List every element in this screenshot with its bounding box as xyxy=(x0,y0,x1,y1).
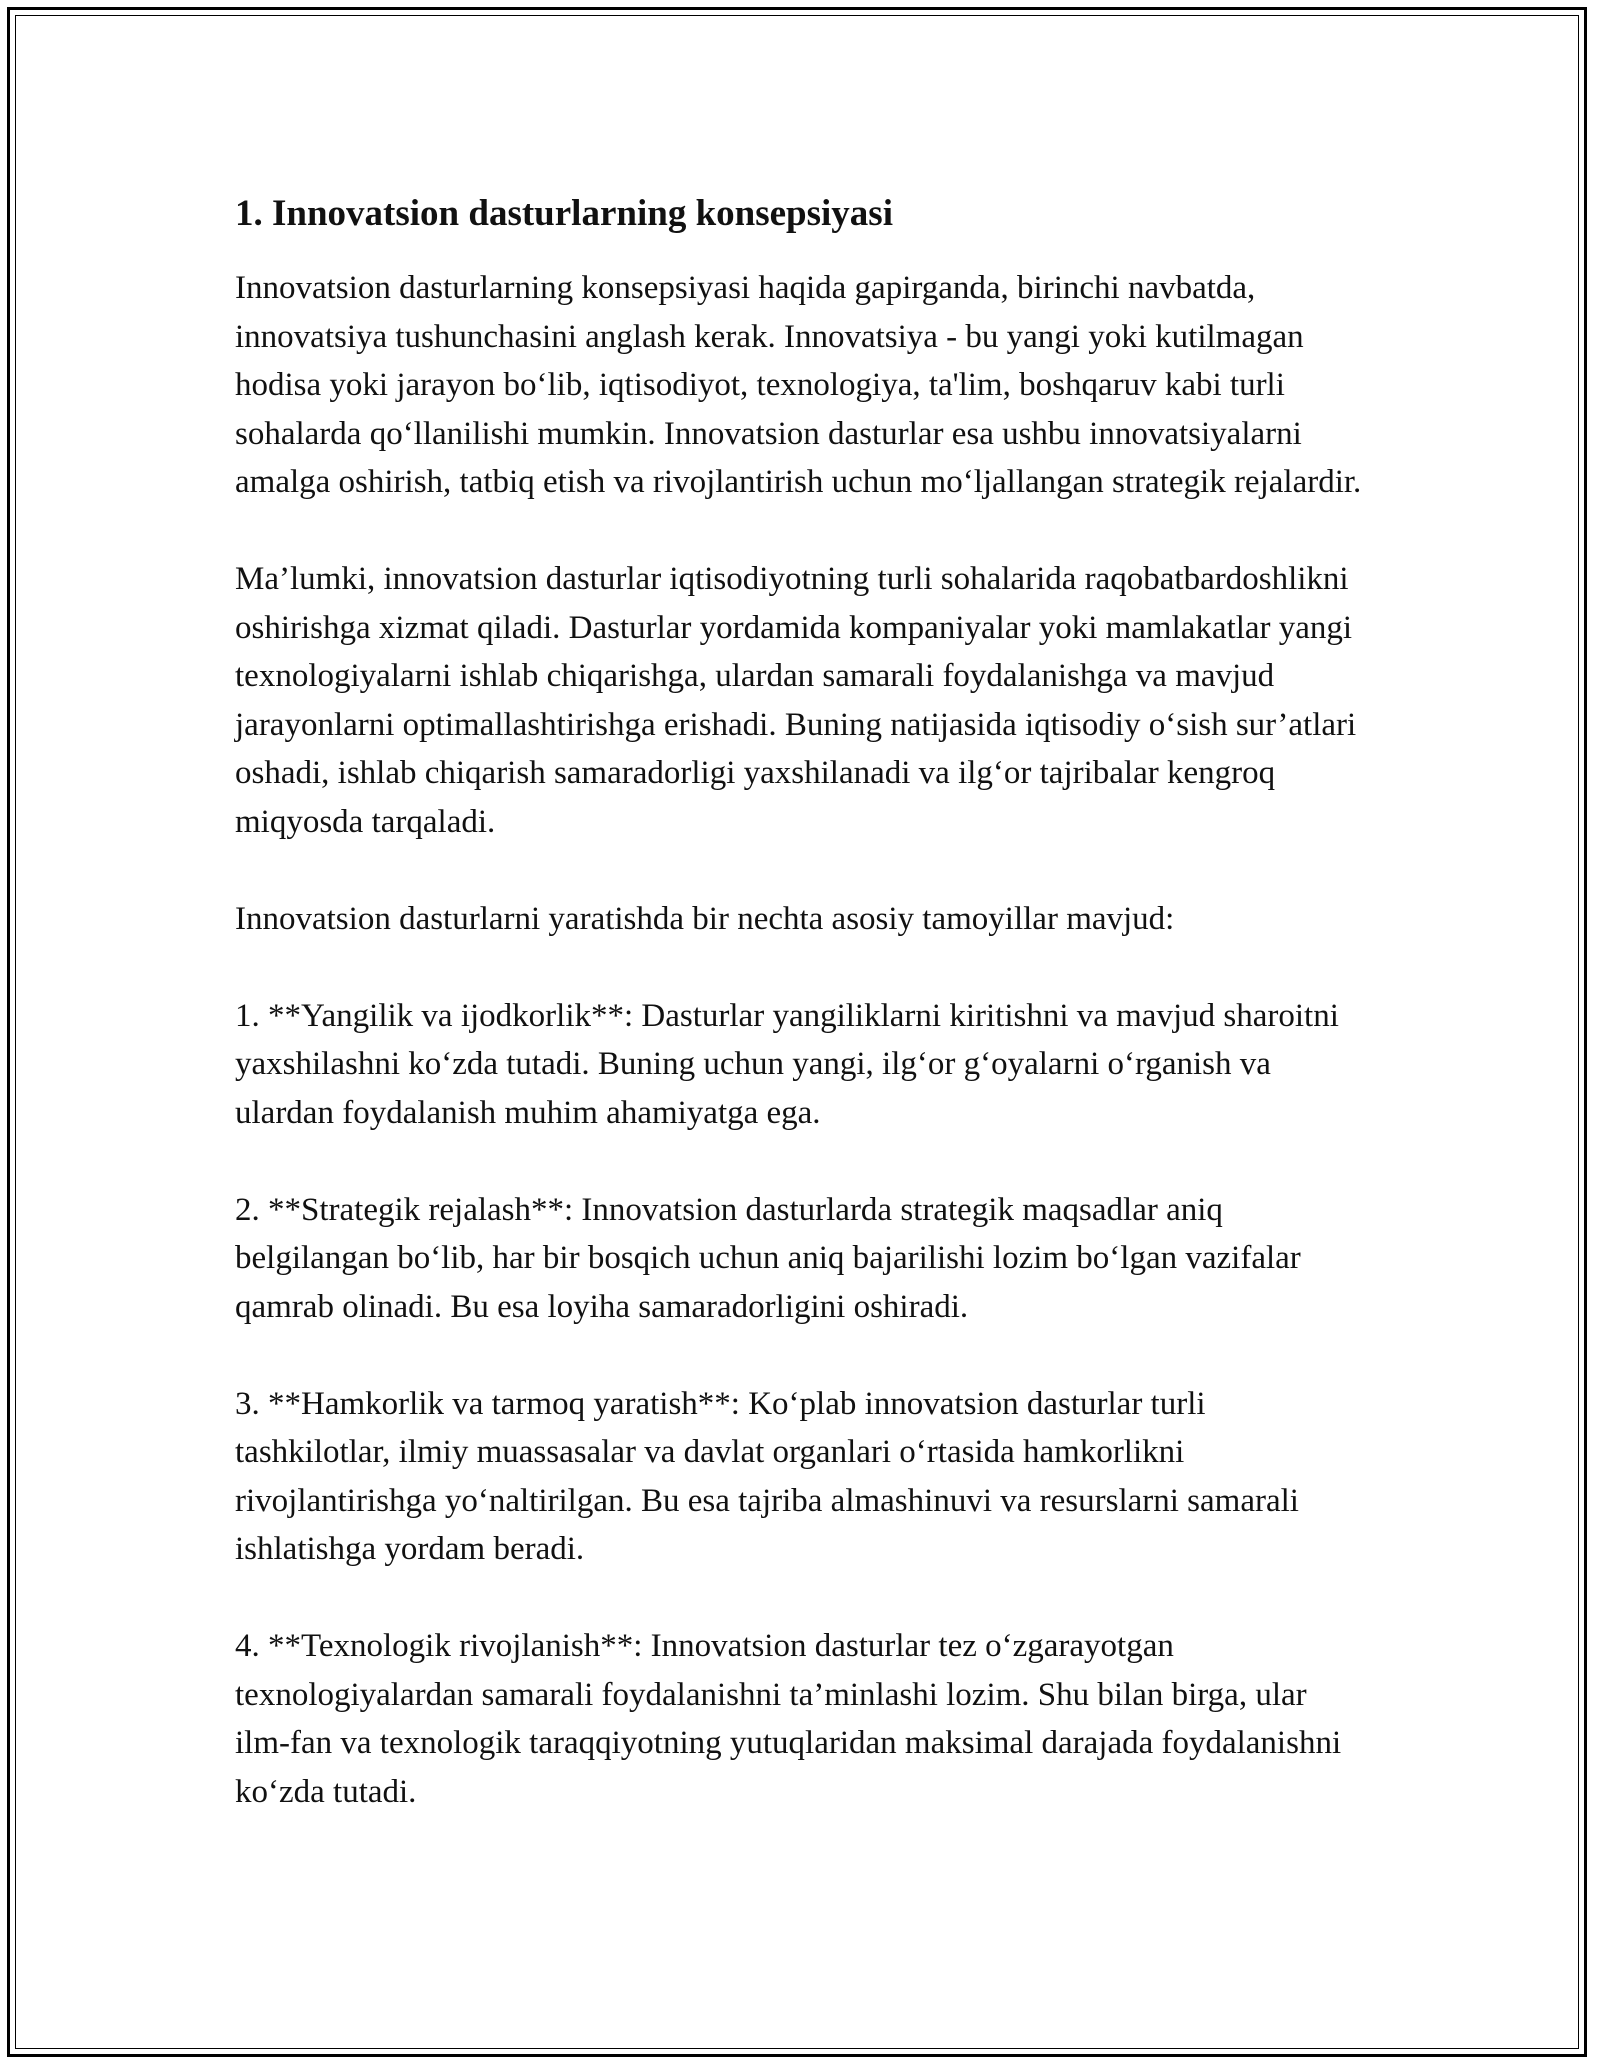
document-page xyxy=(235,186,1365,1816)
list-item-tech-development: 4. **Texnologik rivojlanish**: Innovatsion dasturlar tez o‘zgarayotgan texnologiyalardan samarali foydalanishni ta’minlashi lozim. Shu bilan birga, ular ilm-fan va texnologik taraqqiyotning yutuqlaridan maksimal darajada foydalanishni ko‘zda tutadi. xyxy=(235,1628,1342,1810)
list-item-novelty: 1. **Yangilik va ijodkorlik**: Dasturlar yangiliklarni kiritishni va mavjud sharoitni yaxshilashni ko‘zda tutadi. Buning uchun yangi, ilg‘or g‘oyalarni o‘rganish va ulardan foydalanish muhim ahamiyatga ega. xyxy=(235,997,1339,1131)
paragraph-economy: Ma’lumki, innovatsion dasturlar iqtisodiyotning turli sohalarida raqobatbardoshlikni oshirishga xizmat qiladi. Dasturlar yordamida kompaniyalar yoki mamlakatlar yangi texnologiyalarni ishlab chiqarishga, ulardan samarali foydalanishga va mavjud jarayonlarni optimallashtirishga erishadi. Buning natijasida iqtisodiy o‘sish sur’atlari oshadi, ishlab chiqarish samaradorligi yaxshilanadi va ilg‘or tajribalar kengroq miqyosda tarqaladi. xyxy=(235,561,1357,840)
list-item-strategic-planning: 2. **Strategik rejalash**: Innovatsion dasturlarda strategik maqsadlar aniq belgilangan bo‘lib, har bir bosqich uchun aniq bajarilishi lozim bo‘lgan vazifalar qamrab olinadi. Bu esa loyiha samaradorligini oshiradi. xyxy=(235,1191,1301,1325)
paragraph-principles-lead: Innovatsion dasturlarni yaratishda bir nechta asosiy tamoyillar mavjud: xyxy=(235,900,1175,937)
paragraph-intro: Innovatsion dasturlarning konsepsiyasi haqida gapirganda, birinchi navbatda, innovatsiya tushunchasini anglash kerak. Innovatsiya - bu yangi yoki kutilmagan hodisa yoki jarayon bo‘lib, iqtisodiyot, texnologiya, ta'lim, boshqaruv kabi turli sohalarda qo‘llanilishi mumkin. Innovatsion dasturlar esa ushbu innovatsiyalarni amalga oshirish, tatbiq etish va rivojlantirish uchun mo‘ljallangan strategik rejalardir. xyxy=(235,270,1362,500)
list-item-cooperation: 3. **Hamkorlik va tarmoq yaratish**: Ko‘plab innovatsion dasturlar turli tashkilotlar, ilmiy muassasalar va davlat organlari o‘rtasida hamkorlikni rivojlantirishga yo‘naltirilgan. Bu esa tajriba almashinuvi va resurslarni samarali ishlatishga yordam beradi. xyxy=(235,1385,1299,1567)
document-title: 1. Innovatsion dasturlarning konsepsiyasi xyxy=(235,193,893,234)
